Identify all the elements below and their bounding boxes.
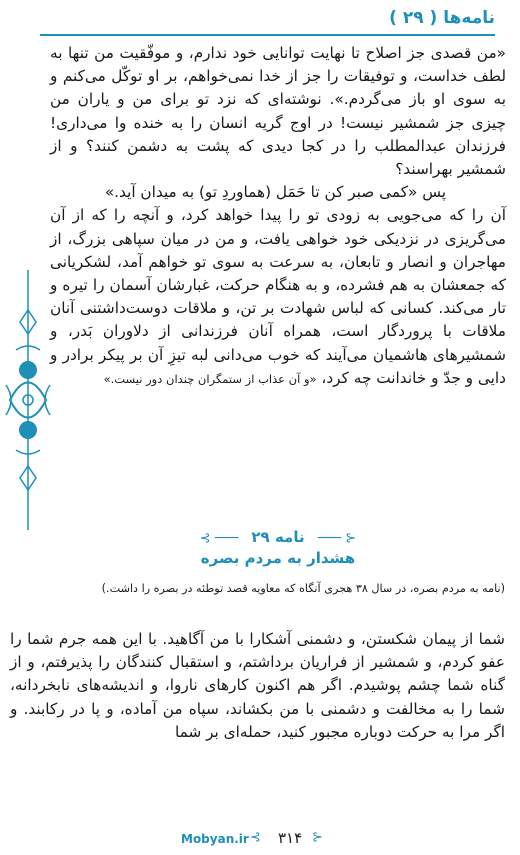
quran-quote: «و آن عذاب از ستمگران چندان دور نیست.» [103,371,317,386]
page-number: ۳۱۴ [278,829,303,847]
body-text-top [50,42,506,391]
body-text-letter [10,628,505,744]
letter-note: (نامه به مردم بصره، در سال ۳۸ هجری آنگاه که معاویه قصد توطئه در بصره را داشت.) [101,582,505,595]
paragraph: شما از پیمان شکستن، و دشمنی آشکارا با من آگاهید. با این همه جرم شما را عفو کردم، و شمشیر از فراریان برداشتم، و استقبال کنندگان را پذیرفتم، و از گناه شما چشم پوشیدم. اگر هم اکنون کارهای ناروا، و اندیشه‌های نابخردانه، شما را به مخالفت و دشمنی با من بکشاند، سپاه من آماده، و پا در رکابند. و اگر مرا به حرکت دوباره مجبور کنید، حمله‌ای بر شما [10,630,505,741]
flourish-icon: ⊰ [250,830,261,845]
flourish-icon: ─── ⊱ [199,531,239,546]
section-title: نامه‌ها ( ۲۹ ) [389,8,495,28]
paragraph: پس «کمی صبر کن تا حَمَل (هماوردِ تو) به میدان آید.» [104,183,446,202]
flourish-icon: ⊰ ─── [317,531,357,546]
paragraph [50,204,506,391]
site-brand: Mobyan.ir [181,832,249,846]
flourish-icon: ⊱ [312,830,323,845]
ornament-icon [2,270,54,530]
paragraph-text: آن را که می‌جویی به زودی تو را پیدا خواهد کرد، و آنچه را که از آن می‌گریزی در نزدیکی خود خواهی یافت، و من در میان سپاهی بزرگ، از مهاجران و انصار و تابعان، به سرعت به سوی تو خواهم آمد، لشکریانی که جمعشان به هم فشرده، و به هنگام حرکت، غبارشان آسمان را تیره و تار می‌کند. کسانی که لباس شهادت بر تن، و ملاقات دوست‌داشتنی آنان ملاقات با پروردگار است، همراه آنان فرزندانی از دلاوران بَدر، و شمشیرهای هاشمیان می‌آیند که خوب می‌دانی لبه تیزِ آن بر پیکر برادر و دایی و جدّ و خاندانت چه کرد، [50,206,506,387]
paragraph: «من قصدی جز اصلاح تا نهایت توانایی خود ندارم، و موفّقیت من تنها به لطف خداست، و توفیقات را جز از خدا نمی‌خواهم، بر او توکّل می‌کنم و به سوی او باز می‌گردم.». نوشته‌ای که نزد تو برای من و یاران من چیزی جز شمشیر نیست! در اوج گریه انسان را به خنده وا می‌داری! فرزندان عبدالمطلب را در کجا دیدی که پشت به دشمن کنند؟ و از شمشیر بهراسند؟ [50,44,506,179]
page-footer [0,826,520,852]
letter-heading [50,527,506,549]
letter-subtitle: هشدار به مردم بصره [200,549,356,567]
page-header [40,6,495,36]
letter-number: نامه ۲۹ [251,528,305,546]
